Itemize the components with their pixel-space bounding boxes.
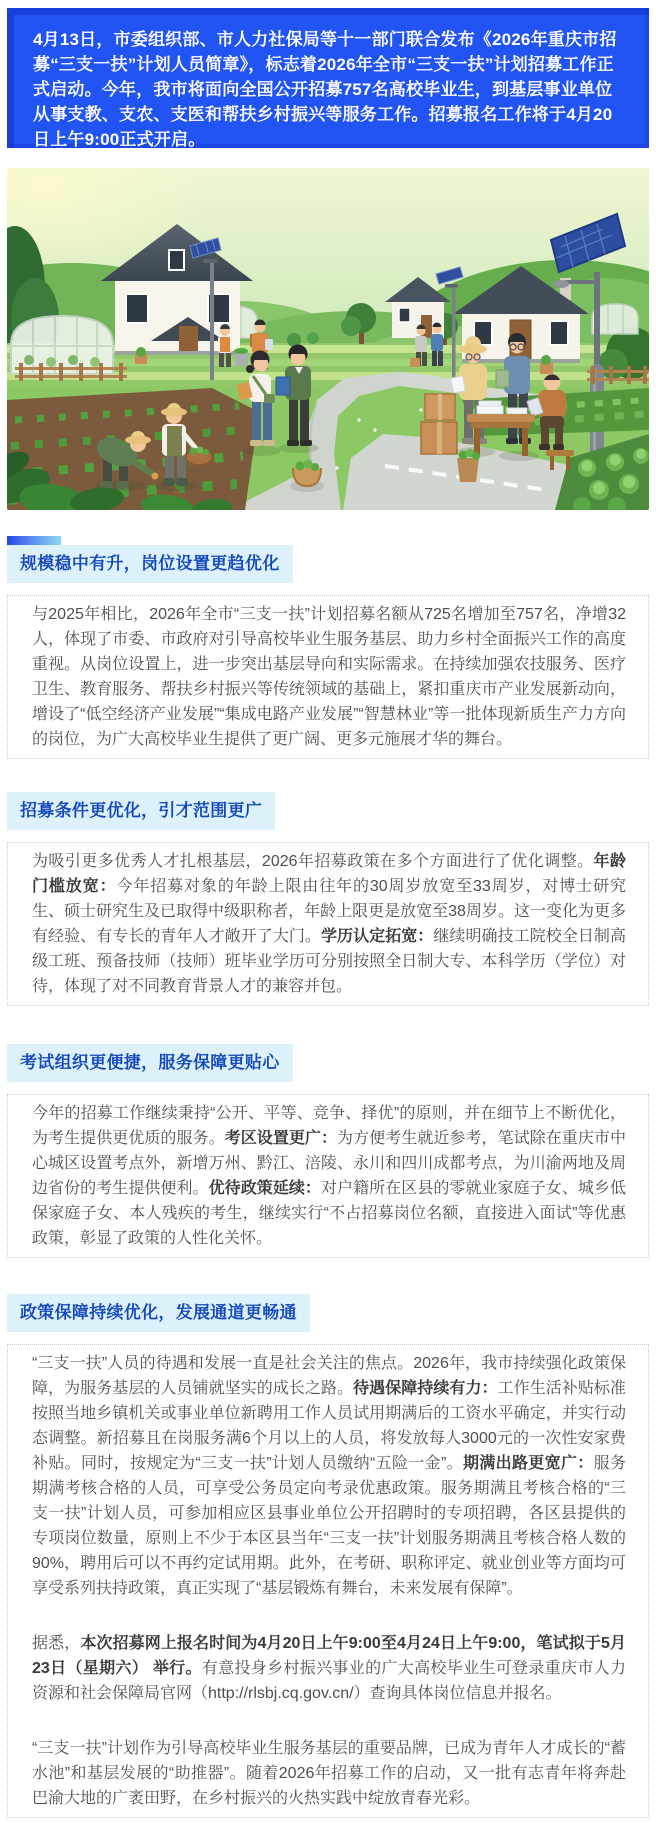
section-policy (7, 1258, 649, 1818)
hero-illustration (7, 168, 649, 510)
body-text: “三支一扶”人员的待遇和发展一直是社会关注的焦点。2026年，我市持续强化政策保障，为服务基层的人员铺就坚实的成长之路。 (32, 1355, 626, 1397)
paragraph-registration-notice (32, 1631, 626, 1706)
body-text: 为方便考生就近参考，笔试除在重庆市中心城区设置考点外，新增万州、黔江、涪陵、永川和四川成都考点，为川渝两地及周边省份的考生提供便利。 (32, 1130, 626, 1197)
section-body-policy (7, 1344, 649, 1818)
body-text: 今年的招募工作继续秉持“公开、平等、竞争、择优”的原则，并在细节上不断优化，为考生提供更优质的服务。 (32, 1105, 626, 1147)
section-title-text: 政策保障持续优化，发展通道更畅通 (20, 1303, 297, 1322)
highlight-text: 本次招募网上报名时间为4月20日上午9:00至4月24日上午9:00，笔试拟于5月23日（星期六） 举行。 (32, 1635, 626, 1677)
section-title-scale (7, 545, 293, 583)
rural-scene-illustration (7, 168, 649, 510)
highlight-text: 期满出路更宽广： (462, 1455, 594, 1472)
section-title-policy (7, 1294, 310, 1332)
section-title-text: 规模稳中有升，岗位设置更趋优化 (20, 554, 280, 573)
body-text: 对户籍所在区县的零就业家庭子女、城乡低保家庭子女、本人残疾的考生，继续实行“不占招募岗位名额，直接进入面试”等优惠政策，彰显了政策的人性化关怀。 (32, 1180, 626, 1247)
body-text: 与2025年相比，2026年全市“三支一扶”计划招募名额从725名增加至757名，净增32人，体现了市委、市政府对引导高校毕业生服务基层、助力乡村全面振兴工作的高度重视。从岗位设置上，进一步突出基层导向和实际需求。在持续加强农技服务、医疗卫生、教育服务、帮扶乡村振兴等传统领域的基础上，紧扣重庆市产业发展新动向，增设了“低空经济产业发展”“集成电路产业发展”“智慧林业”等一批体现新质生产力方向的岗位，为广大高校毕业生提供了更广阔、更多元施展才华的舞台。 (32, 606, 626, 748)
highlight-text: 优待政策延续： (208, 1180, 321, 1197)
section-body-scale (7, 595, 649, 759)
body-text: 有意投身乡村振兴事业的广大高校毕业生可登录重庆市人力资源和社会保障局官网（http://rlsbj.cq.gov.cn/）查询具体岗位信息并报名。 (32, 1660, 626, 1702)
intro-banner (7, 8, 649, 148)
paragraph (32, 602, 626, 752)
section-title-conditions (7, 792, 275, 830)
body-text: “三支一扶”计划作为引导高校毕业生服务基层的重要品牌，已成为青年人才成长的“蓄水池”和基层发展的“助推器”。随着2026年招募工作的启动，又一批有志青年将奔赴巴渝大地的广袤田野，在乡村振兴的火热实践中绽放青春光彩。 (32, 1740, 626, 1807)
highlight-text: 待遇保障持续有力： (353, 1380, 498, 1397)
body-text: 为吸引更多优秀人才扎根基层，2026年招募政策在多个方面进行了优化调整。 (32, 853, 594, 870)
highlight-text: 考区设置更广： (224, 1130, 338, 1147)
section-title-text: 考试组织更便捷，服务保障更贴心 (20, 1053, 280, 1072)
body-text: 据悉， (32, 1635, 81, 1652)
paragraph-closing (32, 1736, 626, 1811)
section-scale (7, 536, 649, 759)
section-title-exam (7, 1044, 293, 1082)
section-body-exam (7, 1094, 649, 1258)
paragraph (32, 849, 626, 999)
paragraph (32, 1101, 626, 1251)
section-title-text: 招募条件更优化，引才范围更广 (20, 801, 263, 820)
body-text: 继续明确技工院校全日制高级工班、预备技师（技师）班毕业学历可分别按照全日制大专、本科学历（学位）对待，体现了对不同教育背景人才的兼容并包。 (32, 928, 626, 995)
body-text: 工作生活补贴标准按照当地乡镇机关或事业单位新聘用工作人员试用期满后的工资水平确定，并实行动态调整。新招募且在岗服务满6个月以上的人员，将发放每人3000元的一次性安家费补贴。同时，按规定为“三支一扶”计划人员缴纳“五险一金”。 (32, 1380, 626, 1472)
highlight-text: 年龄门槛放宽： (32, 853, 626, 895)
accent-bar (7, 536, 61, 545)
section-body-conditions (7, 842, 649, 1006)
body-text: 服务期满考核合格的人员，可享受公务员定向考录优惠政策。服务期满且考核合格的“三支一扶”计划人员，可参加相应区县事业单位公开招聘时的专项招聘，各区县提供的专项岗位数量，原则上不少于本区县当年“三支一扶”计划服务期满且考核合格人数的90%，聘用后可以不再约定试用期。此外，在考研、职称评定、就业创业等方面均可享受系列扶持政策，真正实现了“基层锻炼有舞台，未来发展有保障”。 (32, 1455, 626, 1597)
cardboard-boxes (421, 394, 457, 454)
highlight-text: 学历认定拓宽： (320, 928, 434, 945)
intro-text: 4月13日，市委组织部、市人力社保局等十一部门联合发布《2026年重庆市招募“三支一扶”计划人员简章》，标志着2026年全市“三支一扶”计划招募工作正式启动。今年，我市将面向全国公开招募757名高校毕业生，到基层事业单位从事支教、支农、支医和帮扶乡村振兴等服务工作。招募报名工作将于4月20日上午9:00正式开启。 (33, 30, 617, 148)
body-text: 今年招募对象的年龄上限由往年的30周岁放宽至33周岁，对博士研究生、硕士研究生及已取得中级职称者，年龄上限更是放宽至38周岁。这一变化为更多有经验、有专长的青年人才敞开了大门。 (32, 878, 626, 945)
section-conditions (7, 759, 649, 1006)
section-exam (7, 1006, 649, 1258)
paragraph (32, 1351, 626, 1601)
